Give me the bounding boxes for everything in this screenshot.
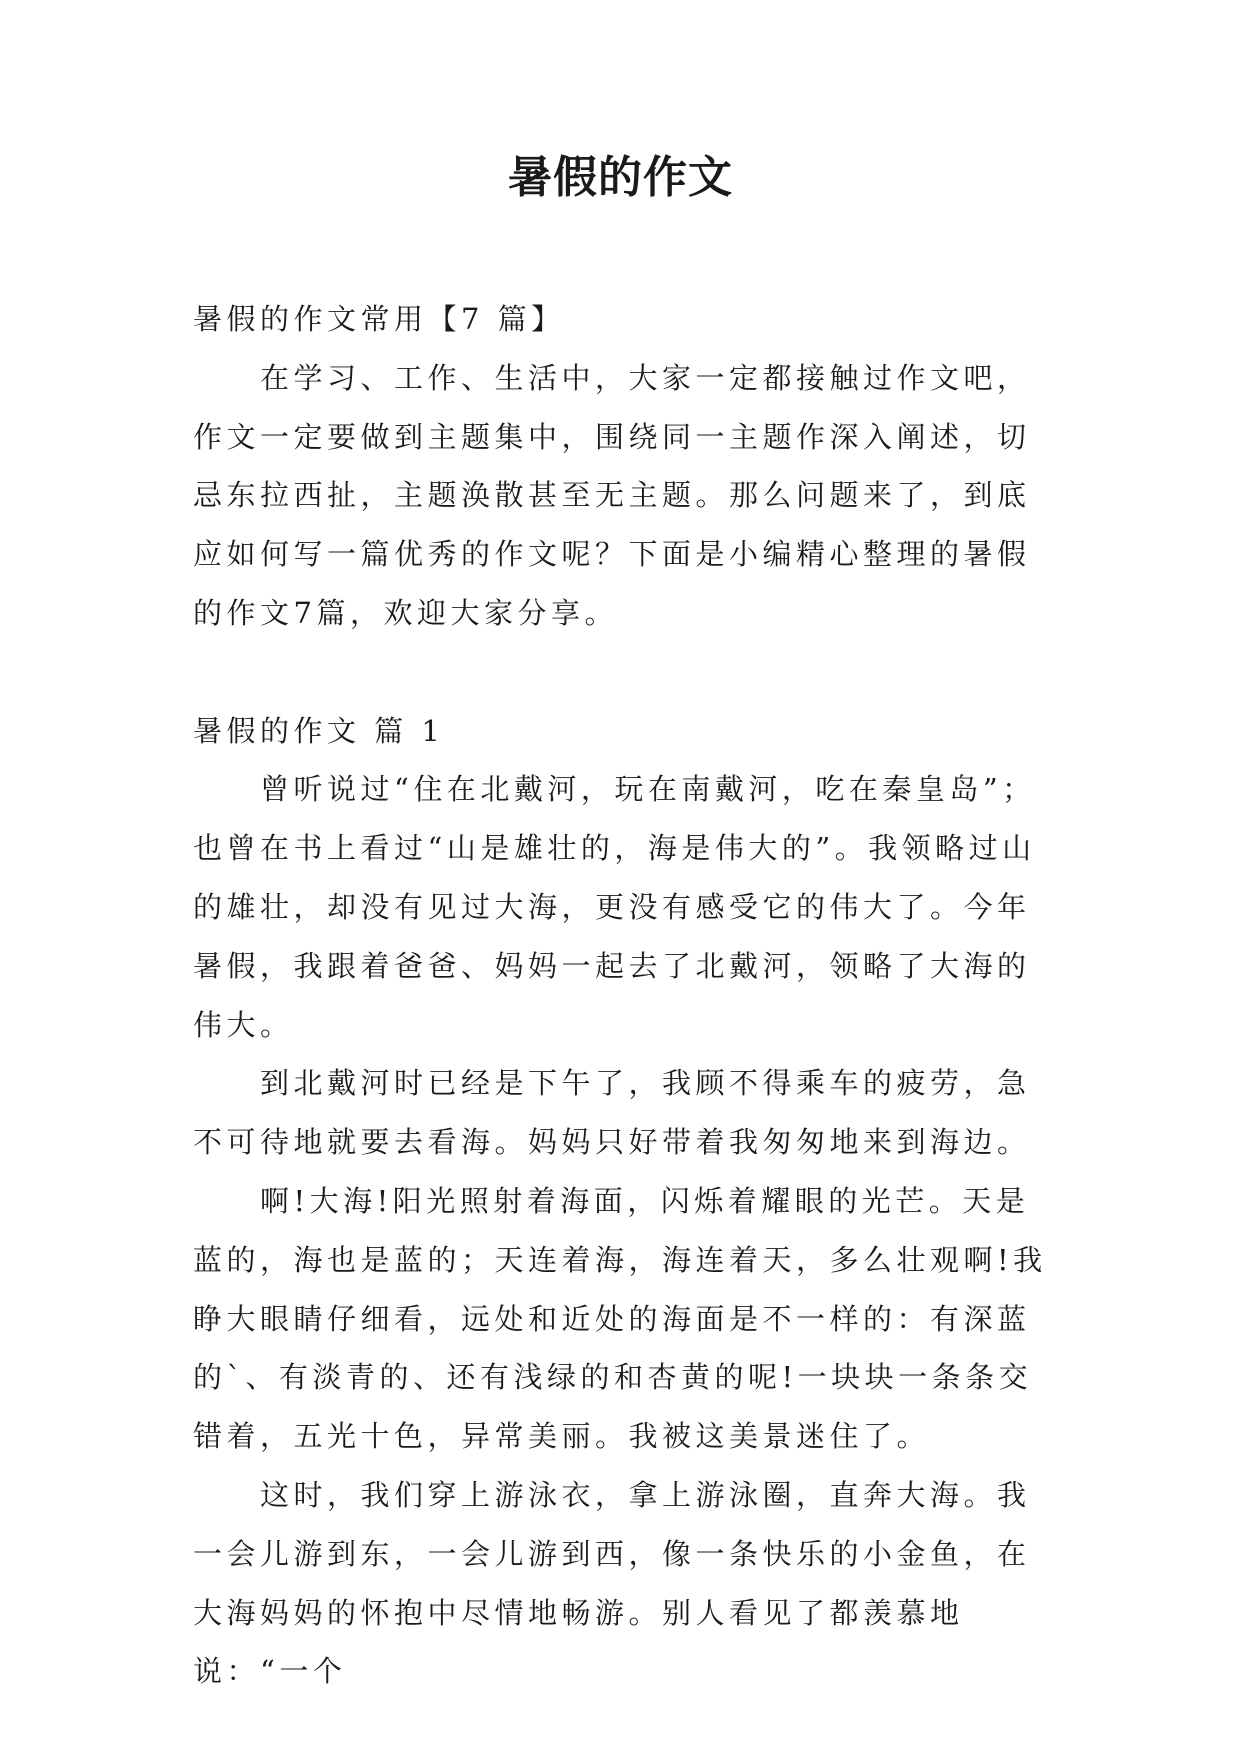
intro-heading: 暑假的作文常用【7 篇】 bbox=[193, 302, 565, 336]
document-title: 暑假的作文 bbox=[508, 152, 733, 203]
section-heading: 暑假的作文 篇 1 bbox=[193, 713, 445, 748]
body-paragraph: 曾听说过“住在北戴河，玩在南戴河，吃在秦皇岛”；也曾在书上看过“山是雄壮的，海是伟大的”。我领略过山的雄壮，却没有见过大海，更没有感受它的伟大了。今年暑假，我跟着爸爸、妈妈一起去了北戴河，领略了大海的伟大。 bbox=[193, 772, 1036, 1042]
body-paragraph: 到北戴河时已经是下午了，我顾不得乘车的疲劳，急不可待地就要去看海。妈妈只好带着我匆匆地来到海边。 bbox=[193, 1066, 1031, 1160]
document-body bbox=[193, 290, 1055, 1701]
body-paragraph: 这时，我们穿上游泳衣，拿上游泳圈，直奔大海。我一会儿游到东，一会儿游到西，像一条快乐的小金鱼，在大海妈妈的怀抱中尽情地畅游。别人看见了都羡慕地说：“一个 bbox=[193, 1477, 1031, 1689]
intro-paragraph: 在学习、工作、生活中，大家一定都接触过作文吧，作文一定要做到主题集中，围绕同一主题作深入阐述，切忌东拉西扯，主题涣散甚至无主题。那么问题来了，到底应如何写一篇优秀的作文呢？下面是小编精心整理的暑假的作文7篇，欢迎大家分享。 bbox=[193, 360, 1031, 630]
section-spacer bbox=[193, 643, 1055, 702]
body-paragraph: 啊!大海!阳光照射着海面，闪烁着耀眼的光芒。天是蓝的，海也是蓝的；天连着海，海连着天，多么壮观啊!我睁大眼睛仔细看，远处和近处的海面是不一样的：有深蓝的`、有淡青的、还有浅绿的和杏黄的呢!一块块一条条交错着，五光十色，异常美丽。我被这美景迷住了。 bbox=[193, 1183, 1047, 1454]
